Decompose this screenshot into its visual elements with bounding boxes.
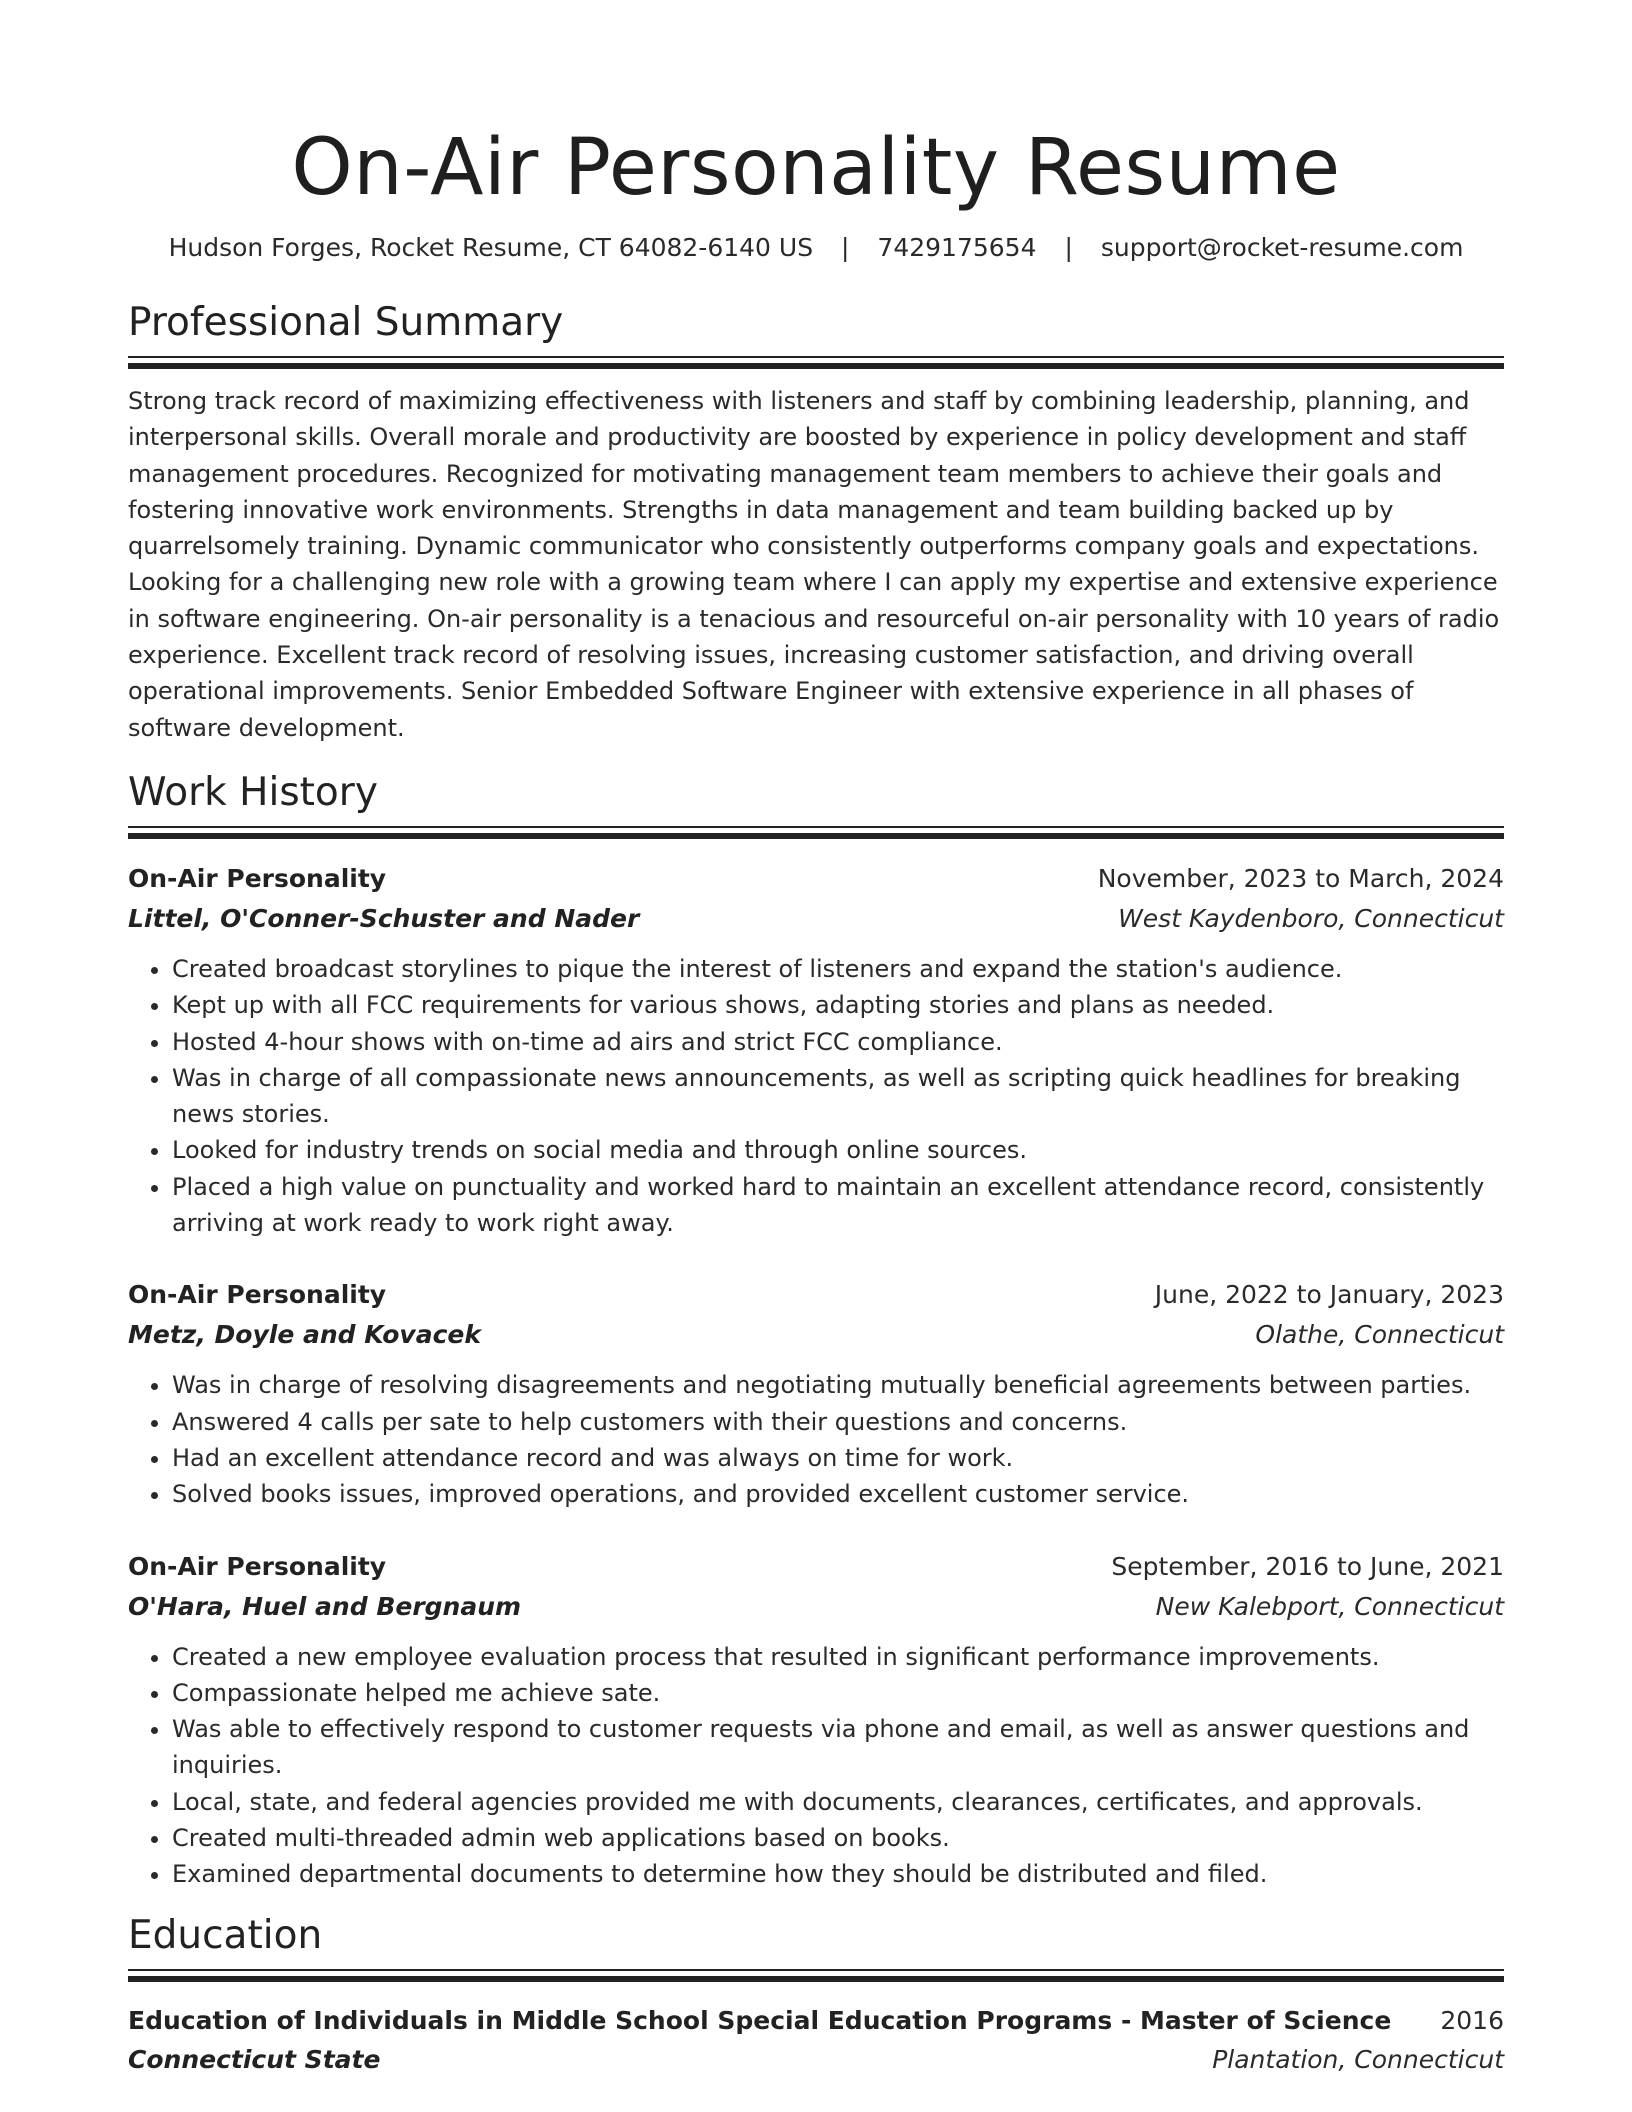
job-dates: September, 2016 to June, 2021 [1111,1551,1504,1581]
job-bullet: • Examined departmental documents to determine how they should be distributed and filed. [172,1856,1504,1892]
job-entry [128,859,1504,1241]
job-bullet: • Solved books issues, improved operations, and provided excellent customer service. [172,1476,1504,1512]
job-bullet: • Compassionate helped me achieve sate. [172,1675,1504,1711]
job-title: On-Air Personality [128,863,387,893]
job-bullet: • Created multi-threaded admin web applications based on books. [172,1820,1504,1856]
education-section-header [128,1913,1504,1982]
summary-text: Strong track record of maximizing effectiveness with listeners and staff by combining leadership, planning, and interpersonal skills. Overall morale and productivity are boosted by experience in policy development and staff management procedures. Recognized for motivating management team members to achieve their goals and fostering innovative work environments. Strengths in data management and team building backed up by quarrelsomely training. Dynamic communicator who consistently outperforms company goals and expectations. Looking for a challenging new role with a growing team where I can apply my expertise and extensive experience in software engineering. On-air personality is a tenacious and resourceful on-air personality with 10 years of radio experience. Excellent track record of resolving issues, increasing customer satisfaction, and driving overall operational improvements. Senior Embedded Software Engineer with extensive experience in all phases of software development. [128,387,1500,742]
summary-section-header [128,300,1504,369]
job-bullets [128,951,1504,1241]
job-bullet: • Hosted 4-hour shows with on-time ad airs and strict FCC compliance. [172,1024,1504,1060]
job-bullet: • Kept up with all FCC requirements for various shows, adapting stories and plans as needed. [172,987,1504,1023]
job-bullet: • Answered 4 calls per sate to help customers with their questions and concerns. [172,1404,1504,1440]
education-entry [128,2002,1504,2080]
work-heading: Work History [128,769,378,815]
job-bullet: • Had an excellent attendance record and was always on time for work. [172,1440,1504,1476]
job-bullets [128,1367,1504,1512]
section-divider-thick [128,833,1504,839]
company-name: O'Hara, Huel and Bergnaum [128,1591,522,1621]
contact-email: support@rocket-resume.com [1100,233,1464,262]
contact-separator: | [841,233,850,262]
education-heading: Education [128,1912,323,1958]
section-divider [128,826,1504,828]
graduation-year: 2016 [1440,2005,1504,2035]
job-bullet: • Was in charge of all compassionate news announcements, as well as scripting quick headlines for breaking news stories. [172,1060,1504,1133]
job-location: Olathe, Connecticut [1255,1320,1504,1350]
job-bullet: • Created a new employee evaluation process that resulted in significant performance improvements. [172,1639,1504,1675]
summary-heading: Professional Summary [128,300,564,345]
resume-title: On-Air Personality Resume [291,123,1341,213]
contact-phone: 7429175654 [877,233,1037,262]
section-divider [128,356,1504,358]
contact-line [128,232,1504,264]
job-bullet: • Created broadcast storylines to pique the interest of listeners and expand the station's audience. [172,951,1504,987]
job-bullet: • Looked for industry trends on social media and through online sources. [172,1132,1504,1168]
company-name: Metz, Doyle and Kovacek [128,1320,482,1350]
section-divider-thick [128,1976,1504,1982]
section-divider-thick [128,363,1504,369]
company-name: Littel, O'Conner-Schuster and Nader [128,903,640,933]
job-bullet: • Placed a high value on punctuality and worked hard to maintain an excellent attendance record, consistently arriving at work ready to work right away. [172,1169,1504,1242]
resume-content [128,120,1504,2080]
school-name: Connecticut State [128,2044,381,2074]
school-location: Plantation, Connecticut [1212,2044,1504,2074]
job-title: On-Air Personality [128,1551,387,1581]
job-bullet: • Was able to effectively respond to customer requests via phone and email, as well as answer questions and inquiries. [172,1711,1504,1784]
job-entry [128,1547,1504,1893]
job-entry [128,1275,1504,1512]
contact-address: Hudson Forges, Rocket Resume, CT 64082-6140 US [168,233,814,262]
contact-separator: | [1064,233,1073,262]
work-section-header [128,770,1504,839]
degree-name: Education of Individuals in Middle School Special Education Programs - Master of Science [128,2005,1392,2035]
job-title: On-Air Personality [128,1280,387,1310]
job-bullet: • Was in charge of resolving disagreements and negotiating mutually beneficial agreements between parties. [172,1367,1504,1403]
job-location: West Kaydenboro, Connecticut [1118,903,1504,933]
job-dates: November, 2023 to March, 2024 [1097,863,1504,893]
job-location: New Kalebport, Connecticut [1155,1591,1504,1621]
job-dates: June, 2022 to January, 2023 [1154,1280,1504,1310]
job-bullet: • Local, state, and federal agencies provided me with documents, clearances, certificates, and approvals. [172,1784,1504,1820]
section-divider [128,1969,1504,1971]
job-bullets [128,1639,1504,1893]
